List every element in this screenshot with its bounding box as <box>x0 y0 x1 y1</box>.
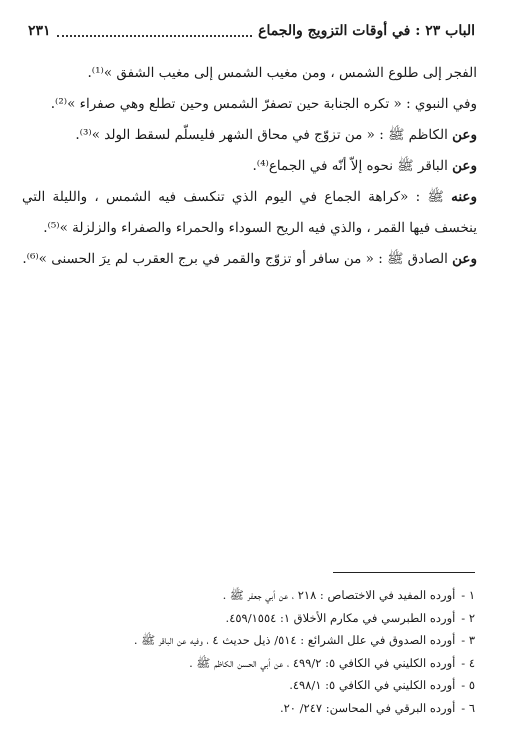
footnote <box>40 584 475 607</box>
footnote <box>40 629 475 652</box>
footnote-text: أورده الطبرسي في مكارم الأخلاق ١: ٤٥٩/١٥٥٤. <box>225 610 456 625</box>
footnote-number: ١ - <box>461 588 475 602</box>
footnotes <box>40 584 475 719</box>
footnote <box>40 674 475 697</box>
chapter-title: الباب ٢٣ : في أوقات التزويج والجماع <box>258 23 475 39</box>
paragraph-text: الباقر ﷺ نحوه إلاّ أنّه في الجماع⁽⁴⁾. <box>252 158 453 174</box>
paragraph-text: الكاظم ﷺ : « من تزوّج في محاق الشهر فليسلّم لسقط الولد »⁽³⁾. <box>75 127 453 143</box>
paragraph-lead: وعن <box>452 127 477 143</box>
page-number: ٢٣١ <box>28 23 51 39</box>
footnote <box>40 652 475 675</box>
footnote-number: ٤ - <box>461 655 475 670</box>
paragraph-lead: وعن <box>452 158 477 174</box>
footnote-number: ٥ - <box>461 678 475 692</box>
paragraph <box>22 120 477 151</box>
paragraph-text: وفي النبوي : « تكره الجنابة حين تصفرّ الشمس وحين تطلع وهي صفراء »⁽²⁾. <box>50 96 477 112</box>
footnote <box>40 607 475 630</box>
paragraph <box>22 244 477 275</box>
running-header <box>28 20 475 42</box>
footnote-text: أورده البرقي في المحاسن: ٢٤٧/ ٢٠. <box>279 700 456 715</box>
footnote-number: ٦ - <box>461 700 475 715</box>
paragraph <box>22 58 477 89</box>
paragraph <box>22 151 477 182</box>
header-leader-dots <box>57 25 253 37</box>
footnote-text: أورده المفيد في الاختصاص : ٢١٨ ، عن أبي جعفر ﷺ . <box>222 588 456 602</box>
footnote-number: ٣ - <box>461 633 475 647</box>
paragraph-lead: وعن <box>452 251 477 267</box>
footnote <box>40 697 475 720</box>
footnote-divider <box>333 572 475 573</box>
paragraph-text: الصادق ﷺ : « من سافر أو تزوّج والقمر في برج العقرب لم يرَ الحسنى »⁽⁶⁾. <box>22 251 453 267</box>
paragraph <box>22 182 477 244</box>
paragraph <box>22 89 477 120</box>
footnote-text: أورده الصدوق في علل الشرائع : ٥١٤/ ذيل حديث ٤ ، وفيه عن الباقر ﷺ . <box>133 633 456 647</box>
footnote-number: ٢ - <box>461 610 475 625</box>
paragraph-lead: وعنه <box>451 189 477 205</box>
main-text <box>22 58 477 275</box>
footnote-text: أورده الكليني في الكافي ٥: ٤٩٨/١. <box>289 678 456 692</box>
paragraph-text: الفجر إلى طلوع الشمس ، ومن مغيب الشمس إلى مغيب الشفق »⁽¹⁾. <box>87 65 477 81</box>
footnote-text: أورده الكليني في الكافي ٥: ٤٩٩/٢ ، عن أبي الحسن الكاظم ﷺ . <box>189 655 456 670</box>
paragraph-text: ﷺ : «كراهة الجماع في اليوم الذي تنكسف فيه الشمس ، والليلة التي ينخسف فيها القمر ، والذي فيه الريح السوداء والحمراء والصفراء والزلزلة »⁽⁵⁾. <box>22 189 477 236</box>
